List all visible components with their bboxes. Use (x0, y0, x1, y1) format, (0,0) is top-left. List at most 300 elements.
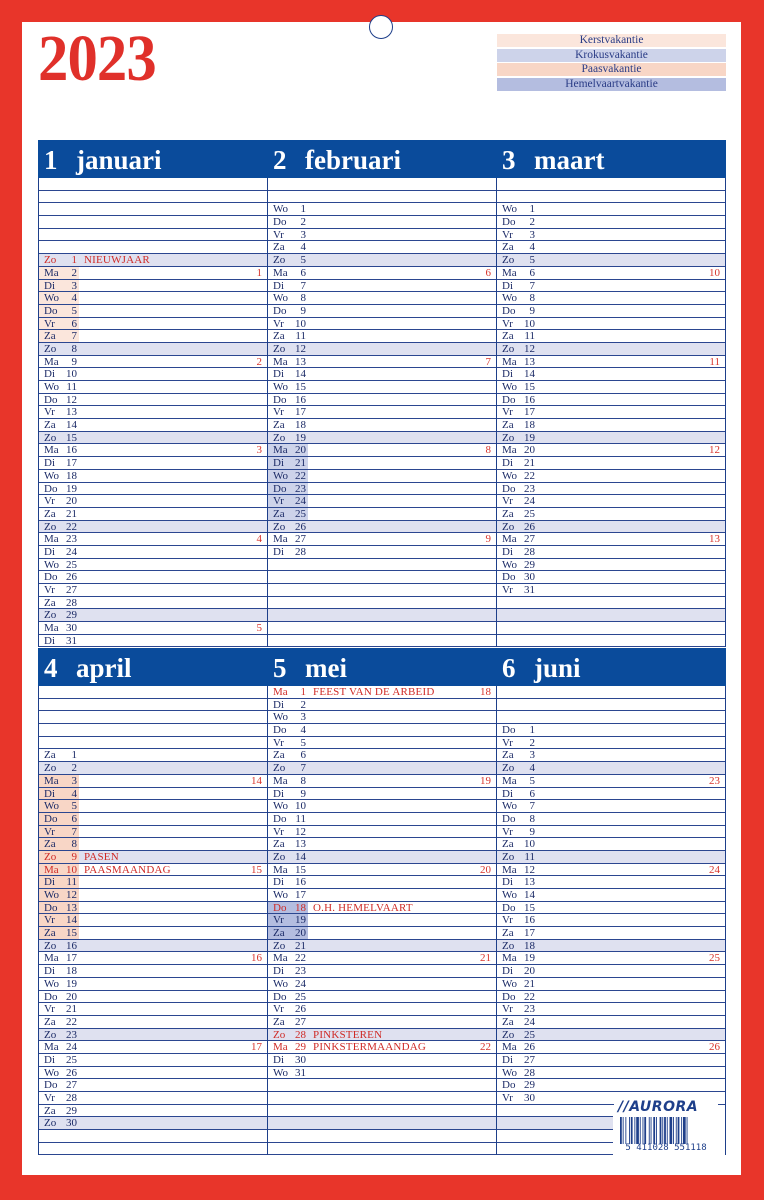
day-row (39, 762, 267, 775)
day-number: 14 (524, 368, 535, 381)
week-number: 15 (251, 863, 262, 876)
day-row (497, 381, 725, 394)
day-number: 29 (524, 1079, 535, 1092)
day-row (39, 521, 267, 534)
day-number: 23 (524, 482, 535, 495)
year-title: 2023 (38, 22, 156, 95)
day-row (39, 1041, 267, 1054)
weekday: Wo (502, 558, 518, 571)
day-number: 18 (66, 469, 77, 482)
day-number: 3 (529, 749, 535, 762)
day-number: 22 (524, 469, 535, 482)
vacation-legend (497, 34, 726, 92)
day-number: 20 (66, 990, 77, 1003)
day-row (268, 178, 496, 191)
barcode-bar (673, 1117, 674, 1144)
weekday: Ma (44, 355, 59, 368)
day-number: 8 (300, 292, 306, 305)
day-number: 25 (295, 507, 306, 520)
day-row (268, 343, 496, 356)
day-number: 24 (524, 1015, 535, 1028)
weekday: Vr (273, 736, 284, 749)
day-number: 4 (300, 724, 306, 737)
day-number: 19 (295, 431, 306, 444)
day-number: 18 (524, 939, 535, 952)
weekday: Zo (502, 762, 515, 775)
month-april (38, 648, 267, 1155)
day-number: 16 (524, 914, 535, 927)
aurora-logo (614, 1099, 718, 1157)
weekday: Vr (502, 914, 513, 927)
day-number: 16 (524, 393, 535, 406)
day-row (497, 851, 725, 864)
day-number: 19 (524, 431, 535, 444)
weekday: Za (273, 241, 285, 254)
day-row (268, 406, 496, 419)
day-row (268, 940, 496, 953)
barcode-bar (640, 1117, 641, 1144)
weekday: Di (44, 545, 55, 558)
day-number: 23 (66, 1028, 77, 1041)
day-row (39, 1016, 267, 1029)
day-row (497, 191, 725, 204)
day-row (39, 609, 267, 622)
holiday-label: O.H. HEMELVAART (313, 901, 413, 914)
day-number: 6 (529, 787, 535, 800)
weekday: Zo (273, 431, 286, 444)
day-row (268, 559, 496, 572)
weekday: Za (273, 1015, 285, 1028)
day-row (39, 394, 267, 407)
barcode-bar (623, 1117, 624, 1144)
day-number: 28 (295, 1028, 306, 1041)
day-number: 23 (524, 1003, 535, 1016)
day-number: 30 (295, 1053, 306, 1066)
day-row (268, 991, 496, 1004)
barcode-bar (631, 1117, 633, 1144)
day-number: 9 (529, 304, 535, 317)
day-row (39, 749, 267, 762)
day-row (39, 267, 267, 280)
day-number: 22 (295, 469, 306, 482)
day-row (39, 178, 267, 191)
day-row (268, 1079, 496, 1092)
day-number: 25 (295, 990, 306, 1003)
day-number: 18 (295, 901, 306, 914)
weekday: Wo (502, 381, 518, 393)
day-row (497, 394, 725, 407)
day-number: 10 (295, 317, 306, 330)
month-name: januari (76, 145, 162, 175)
day-number: 25 (66, 558, 77, 571)
day-number: 11 (295, 812, 306, 825)
day-number: 21 (524, 457, 535, 470)
day-row (497, 267, 725, 280)
day-row (268, 965, 496, 978)
day-row (39, 826, 267, 839)
day-row (268, 826, 496, 839)
day-row (497, 292, 725, 305)
weekday: Di (502, 965, 513, 978)
day-number: 9 (300, 787, 306, 800)
weekday: Vr (502, 317, 513, 330)
week-number: 14 (251, 774, 262, 787)
barcode-bar (676, 1117, 677, 1144)
day-row (268, 216, 496, 229)
day-number: 8 (529, 292, 535, 305)
day-row (268, 622, 496, 635)
weekday: Ma (502, 863, 517, 876)
day-row (268, 1143, 496, 1156)
day-row (268, 1016, 496, 1029)
day-number: 6 (71, 812, 77, 825)
day-row (39, 622, 267, 635)
day-row (268, 635, 496, 648)
weekday: Di (44, 634, 55, 647)
day-row (39, 432, 267, 445)
day-row (39, 470, 267, 483)
weekday: Do (502, 812, 516, 825)
day-number: 14 (295, 368, 306, 381)
day-number: 19 (66, 977, 77, 990)
day-row (497, 457, 725, 470)
day-number: 2 (300, 698, 306, 711)
day-number: 19 (524, 952, 535, 965)
weekday: Do (44, 482, 58, 495)
barcode-bar (634, 1117, 635, 1144)
day-number: 9 (71, 355, 77, 368)
day-row (497, 1029, 725, 1042)
day-row (39, 1092, 267, 1105)
day-number: 27 (524, 533, 535, 546)
barcode-number: 5 411028 551118 (625, 1143, 707, 1153)
day-number: 25 (524, 507, 535, 520)
day-row (39, 991, 267, 1004)
day-number: 15 (524, 901, 535, 914)
day-row (268, 762, 496, 775)
week-number: 24 (709, 863, 720, 876)
month-header (267, 140, 496, 178)
day-row (497, 444, 725, 457)
day-row (268, 1067, 496, 1080)
weekday: Zo (273, 254, 286, 267)
day-row (497, 609, 725, 622)
weekday: Wo (44, 558, 60, 571)
weekday: Do (273, 990, 287, 1003)
day-row (497, 216, 725, 229)
day-number: 2 (529, 216, 535, 229)
day-row (268, 356, 496, 369)
weekday: Wo (273, 1066, 289, 1079)
barcode-bar (644, 1117, 646, 1144)
day-row (497, 1130, 613, 1143)
weekday: Vr (273, 914, 284, 927)
weekday: Zo (273, 939, 286, 952)
day-row (497, 470, 725, 483)
day-number: 15 (295, 381, 306, 393)
day-row (268, 1041, 496, 1054)
weekday: Wo (273, 469, 289, 482)
weekday: Vr (44, 914, 55, 927)
day-number: 4 (71, 787, 77, 800)
month-maart (496, 140, 726, 647)
week-number: 20 (480, 863, 491, 876)
day-row (39, 356, 267, 369)
weekday: Za (273, 419, 285, 432)
barcode-bar (681, 1117, 682, 1144)
day-number: 29 (295, 1041, 306, 1054)
weekday: Za (273, 838, 285, 851)
weekday: Do (502, 216, 516, 229)
day-row (39, 1079, 267, 1092)
day-number: 11 (524, 850, 535, 863)
day-row (268, 533, 496, 546)
weekday: Wo (502, 469, 518, 482)
weekday: Zo (502, 431, 515, 444)
day-row (39, 775, 267, 788)
day-number: 3 (300, 711, 306, 724)
day-row (268, 686, 496, 699)
weekday: Zo (44, 1028, 57, 1041)
month-number: 1 (44, 145, 58, 175)
day-row (268, 318, 496, 331)
weekday: Za (44, 330, 56, 343)
day-number: 18 (524, 419, 535, 432)
day-number: 23 (295, 482, 306, 495)
weekday: Ma (44, 863, 59, 876)
day-number: 22 (66, 520, 77, 533)
day-row (268, 838, 496, 851)
day-row (268, 775, 496, 788)
day-number: 22 (295, 952, 306, 965)
weekday: Di (44, 787, 55, 800)
day-row (39, 927, 267, 940)
month-name: mei (305, 653, 347, 683)
day-number: 28 (524, 545, 535, 558)
day-row (497, 749, 725, 762)
weekday: Vr (502, 1092, 513, 1104)
day-number: 13 (295, 838, 306, 851)
day-number: 29 (524, 558, 535, 571)
day-row (268, 749, 496, 762)
legend-paasvakantie: Paasvakantie (497, 63, 726, 76)
week-number: 9 (485, 533, 491, 546)
day-number: 15 (524, 381, 535, 393)
day-number: 27 (524, 1053, 535, 1066)
day-number: 12 (295, 342, 306, 355)
month-juni (496, 648, 726, 1155)
day-row (497, 838, 725, 851)
day-number: 13 (295, 355, 306, 368)
day-row (39, 330, 267, 343)
weekday: Ma (273, 952, 288, 965)
day-row (497, 927, 725, 940)
day-number: 21 (66, 507, 77, 520)
day-row (497, 546, 725, 559)
barcode-bar (687, 1117, 688, 1144)
day-row (39, 571, 267, 584)
day-number: 17 (66, 457, 77, 470)
day-number: 5 (71, 800, 77, 813)
day-number: 24 (295, 495, 306, 508)
day-number: 14 (66, 914, 77, 927)
weekday: Zo (502, 939, 515, 952)
day-row (39, 1105, 267, 1118)
day-row (268, 292, 496, 305)
day-row (39, 1029, 267, 1042)
day-row (497, 902, 725, 915)
holiday-label: PASEN (84, 850, 119, 863)
week-number: 10 (709, 266, 720, 279)
day-number: 8 (529, 812, 535, 825)
weekday: Wo (273, 977, 289, 990)
weekday: Vr (502, 736, 513, 749)
day-number: 16 (295, 876, 306, 889)
day-row (497, 432, 725, 445)
weekday: Zo (502, 254, 515, 267)
weekday: Di (502, 545, 513, 558)
day-number: 27 (295, 1015, 306, 1028)
day-number: 15 (66, 927, 77, 940)
weekday: Ma (44, 1041, 59, 1054)
day-number: 10 (524, 317, 535, 330)
weekday: Ma (502, 1041, 517, 1054)
day-row (497, 483, 725, 496)
day-row (39, 444, 267, 457)
day-number: 4 (71, 292, 77, 305)
day-row (39, 788, 267, 801)
barcode-bar (649, 1117, 650, 1144)
weekday: Ma (44, 622, 59, 635)
day-number: 12 (66, 393, 77, 406)
day-number: 28 (524, 1066, 535, 1079)
day-row (268, 470, 496, 483)
holiday-label: NIEUWJAAR (84, 254, 150, 267)
day-row (39, 597, 267, 610)
weekday: Wo (502, 977, 518, 990)
weekday: Do (44, 393, 58, 406)
weekday: Wo (502, 1066, 518, 1079)
day-row (39, 292, 267, 305)
day-row (39, 368, 267, 381)
weekday: Za (502, 927, 514, 940)
day-row (497, 571, 725, 584)
day-number: 24 (66, 545, 77, 558)
month-name: februari (305, 145, 401, 175)
day-row (39, 737, 267, 750)
brand-name: //AURORA (618, 1099, 699, 1115)
day-row (268, 889, 496, 902)
day-number: 5 (300, 254, 306, 267)
day-row (497, 788, 725, 801)
weekday: Di (273, 457, 284, 470)
week-number: 4 (256, 533, 262, 546)
day-number: 25 (66, 1053, 77, 1066)
barcode-bar (629, 1117, 630, 1144)
week-number: 2 (256, 355, 262, 368)
day-row (268, 864, 496, 877)
weekday: Di (502, 1053, 513, 1066)
day-row (497, 203, 725, 216)
weekday: Vr (273, 495, 284, 508)
day-row (39, 229, 267, 242)
day-row (39, 1067, 267, 1080)
weekday: Ma (502, 774, 517, 787)
weekday: Ma (273, 266, 288, 279)
day-row (268, 1029, 496, 1042)
weekday: Zo (273, 520, 286, 533)
day-row (268, 902, 496, 915)
day-row (268, 952, 496, 965)
weekday: Do (502, 990, 516, 1003)
day-number: 13 (66, 406, 77, 419)
day-row (497, 876, 725, 889)
day-row (497, 635, 725, 648)
legend-hemelvaartvakantie: Hemelvaartvakantie (497, 78, 726, 91)
day-row (39, 965, 267, 978)
week-number: 1 (256, 266, 262, 279)
weekday: Za (44, 1104, 56, 1117)
week-number: 25 (709, 952, 720, 965)
day-number: 31 (524, 584, 535, 596)
day-row (497, 508, 725, 521)
weekday: Di (273, 279, 284, 292)
day-row (497, 533, 725, 546)
day-row (268, 711, 496, 724)
day-number: 4 (529, 241, 535, 254)
weekday: Wo (273, 381, 289, 393)
day-row (497, 1041, 725, 1054)
day-row (497, 965, 725, 978)
day-number: 20 (295, 927, 306, 940)
weekday: Zo (273, 762, 286, 775)
day-number: 12 (524, 342, 535, 355)
day-number: 12 (66, 889, 77, 901)
day-number: 5 (71, 304, 77, 317)
day-number: 31 (295, 1066, 306, 1079)
day-number: 17 (295, 889, 306, 901)
day-row (268, 571, 496, 584)
holiday-label: FEEST VAN DE ARBEID (313, 686, 435, 698)
day-row (497, 1143, 613, 1156)
weekday: Do (273, 724, 287, 737)
day-row (268, 267, 496, 280)
day-row (268, 546, 496, 559)
week-number: 19 (480, 774, 491, 787)
day-row (39, 1054, 267, 1067)
weekday: Di (44, 457, 55, 470)
day-row (268, 737, 496, 750)
day-number: 6 (300, 266, 306, 279)
day-row (497, 1117, 613, 1130)
weekday: Di (273, 368, 284, 381)
week-number: 12 (709, 444, 720, 457)
day-number: 15 (295, 863, 306, 876)
day-row (39, 546, 267, 559)
day-row (39, 216, 267, 229)
month-name: juni (534, 653, 581, 683)
day-row (497, 991, 725, 1004)
day-number: 2 (300, 216, 306, 229)
day-number: 23 (66, 533, 77, 546)
day-row (268, 495, 496, 508)
weekday: Zo (273, 342, 286, 355)
day-row (39, 241, 267, 254)
day-row (497, 229, 725, 242)
day-row (39, 711, 267, 724)
weekday: Zo (273, 1028, 286, 1041)
week-number: 22 (480, 1041, 491, 1054)
